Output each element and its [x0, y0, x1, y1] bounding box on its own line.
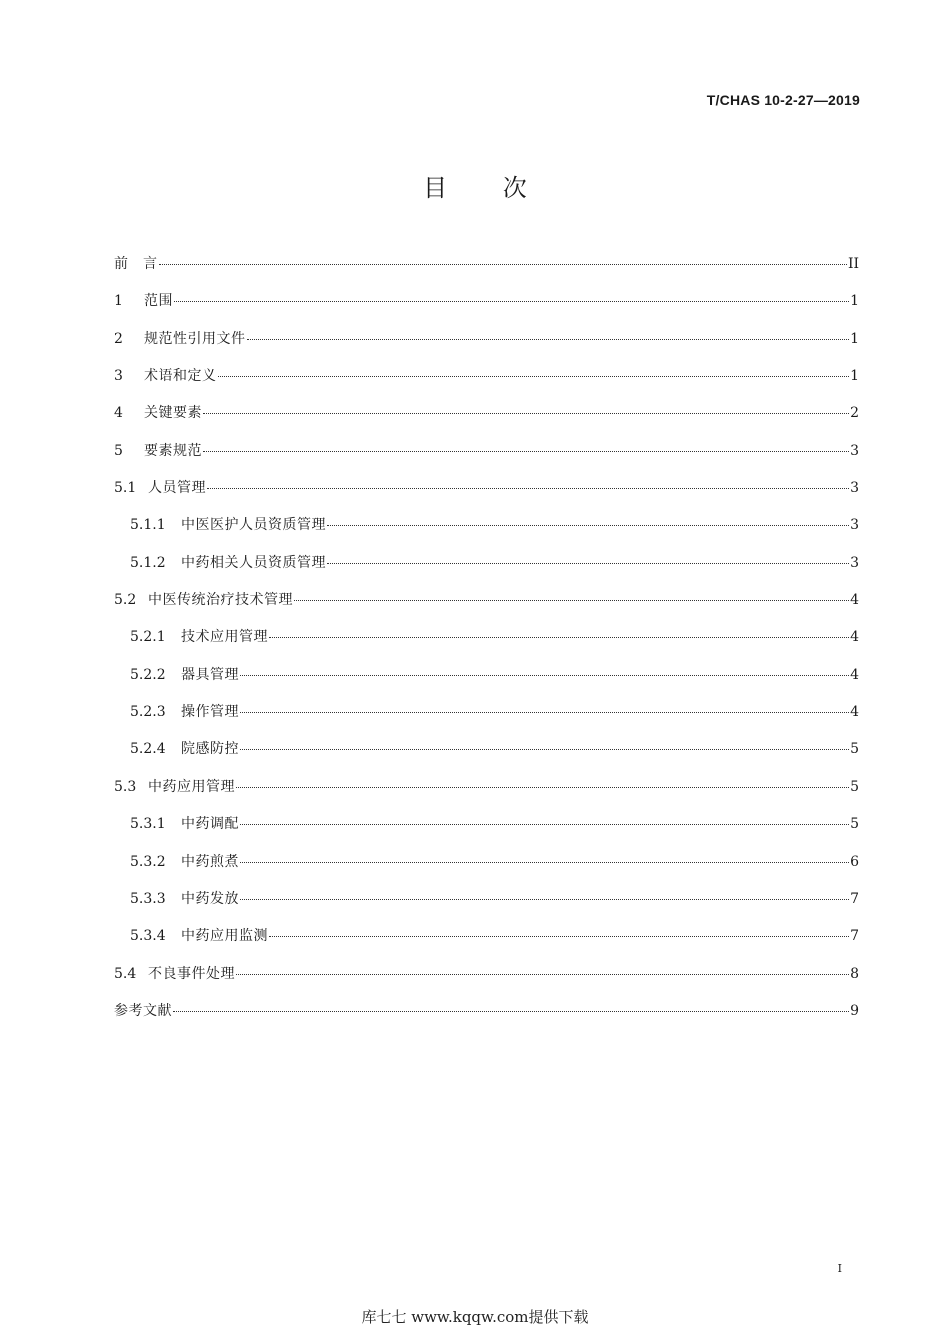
toc-entry-number: 5.3.3	[130, 890, 166, 907]
toc-entry-page: 1	[850, 368, 859, 385]
toc-entry-number: 2	[114, 330, 123, 347]
toc-dot-leader	[240, 675, 849, 676]
toc-dot-leader	[240, 712, 849, 713]
toc-entry-number: 5.2	[114, 592, 137, 609]
toc-entry[interactable]	[114, 813, 859, 850]
toc-dot-leader	[327, 525, 849, 526]
toc-entry-number: 5.2.3	[130, 704, 166, 721]
toc-entry-page: 8	[850, 965, 859, 982]
toc-entry[interactable]	[114, 963, 859, 1000]
toc-dot-leader	[327, 563, 849, 564]
document-code: T/CHAS 10-2-27—2019	[706, 92, 860, 108]
toc-entry-number: 5.1.1	[130, 517, 166, 534]
toc-entry-title: 关键要素	[144, 405, 202, 422]
toc-entry[interactable]	[114, 365, 859, 402]
table-of-contents	[114, 253, 859, 1037]
toc-entry[interactable]	[114, 552, 859, 589]
toc-entry[interactable]	[114, 626, 859, 663]
toc-entry-page: 1	[850, 330, 859, 347]
toc-dot-leader	[236, 787, 849, 788]
toc-entry-number: 5.1	[114, 480, 137, 497]
toc-entry-page: 3	[850, 442, 859, 459]
toc-entry[interactable]	[114, 514, 859, 551]
toc-entry[interactable]	[114, 664, 859, 701]
toc-entry-title: 范围	[144, 293, 173, 310]
toc-entry-number: 5.3.1	[130, 816, 166, 833]
toc-entry-title: 不良事件处理	[148, 965, 235, 982]
toc-entry-number: 4	[114, 405, 123, 422]
toc-entry-page: 5	[850, 778, 859, 795]
toc-dot-leader	[240, 862, 849, 863]
toc-entry-number: 1	[114, 293, 123, 310]
toc-entry[interactable]	[114, 477, 859, 514]
toc-entry[interactable]	[114, 328, 859, 365]
toc-dot-leader	[173, 1011, 849, 1012]
toc-entry[interactable]	[114, 738, 859, 775]
toc-entry-page: 9	[850, 1002, 859, 1019]
page-number: I	[837, 1262, 842, 1275]
toc-entry-title: 中医传统治疗技术管理	[148, 592, 293, 609]
toc-entry-title: 参考文献	[114, 1002, 172, 1019]
toc-entry[interactable]	[114, 290, 859, 327]
toc-entry[interactable]	[114, 776, 859, 813]
toc-dot-leader	[159, 264, 847, 265]
toc-entry-page: 6	[850, 853, 859, 870]
toc-entry-page: 3	[850, 554, 859, 571]
toc-entry-title: 技术应用管理	[181, 629, 268, 646]
toc-entry-title: 规范性引用文件	[144, 330, 246, 347]
toc-dot-leader	[294, 600, 849, 601]
toc-entry-title: 人员管理	[148, 480, 206, 497]
toc-entry[interactable]	[114, 925, 859, 962]
toc-entry-title: 操作管理	[181, 704, 239, 721]
toc-entry-number: 5	[114, 442, 123, 459]
toc-dot-leader	[269, 637, 849, 638]
toc-entry-number: 5.2.1	[130, 629, 166, 646]
toc-dot-leader	[269, 936, 849, 937]
toc-dot-leader	[240, 824, 849, 825]
toc-entry[interactable]	[114, 701, 859, 738]
toc-entry-title: 中药应用管理	[148, 778, 235, 795]
toc-entry-title: 院感防控	[181, 741, 239, 758]
page-title: 目 次	[423, 174, 551, 202]
toc-dot-leader	[174, 301, 849, 302]
toc-dot-leader	[236, 974, 849, 975]
toc-dot-leader	[240, 899, 849, 900]
toc-entry-number: 5.2.4	[130, 741, 166, 758]
toc-entry[interactable]	[114, 851, 859, 888]
toc-entry-number: 5.3.2	[130, 853, 166, 870]
toc-entry-title: 中药煎煮	[181, 853, 239, 870]
toc-entry-title: 要素规范	[144, 442, 202, 459]
toc-entry-page: 4	[850, 592, 859, 609]
toc-entry-number: 3	[114, 368, 123, 385]
toc-entry-title: 中医医护人员资质管理	[181, 517, 326, 534]
toc-entry[interactable]	[114, 440, 859, 477]
toc-entry-page: 5	[850, 816, 859, 833]
toc-dot-leader	[240, 749, 849, 750]
toc-entry-title: 中药应用监测	[181, 928, 268, 945]
toc-entry-number: 5.2.2	[130, 666, 166, 683]
toc-entry-title: 前 言	[114, 256, 158, 272]
toc-dot-leader	[218, 376, 850, 377]
toc-entry-page: 7	[850, 890, 859, 907]
toc-entry-title: 中药调配	[181, 816, 239, 833]
toc-entry-page: 4	[850, 629, 859, 646]
toc-entry[interactable]	[114, 589, 859, 626]
toc-entry-page: 3	[850, 517, 859, 534]
toc-entry-page: 7	[850, 928, 859, 945]
toc-entry-page: 5	[850, 741, 859, 758]
toc-entry-title: 术语和定义	[144, 368, 217, 385]
toc-entry-number: 5.3	[114, 778, 137, 795]
toc-dot-leader	[203, 413, 849, 414]
toc-entry-title: 中药发放	[181, 890, 239, 907]
toc-entry[interactable]	[114, 888, 859, 925]
toc-entry-title: 器具管理	[181, 666, 239, 683]
toc-dot-leader	[247, 339, 850, 340]
toc-entry-number: 5.4	[114, 965, 137, 982]
toc-entry-page: 4	[850, 704, 859, 721]
toc-dot-leader	[207, 488, 849, 489]
toc-dot-leader	[203, 451, 849, 452]
toc-entry-page: II	[847, 256, 859, 272]
footer-credit: 库七七 www.kqqw.com提供下载	[361, 1308, 589, 1326]
toc-entry-page: 2	[850, 405, 859, 422]
toc-entry-number: 5.3.4	[130, 928, 166, 945]
toc-entry-number: 5.1.2	[130, 554, 166, 571]
toc-entry-title: 中药相关人员资质管理	[181, 554, 326, 571]
toc-entry[interactable]	[114, 1000, 859, 1037]
toc-entry-page: 1	[850, 293, 859, 310]
toc-entry[interactable]	[114, 253, 859, 290]
toc-entry-page: 4	[850, 666, 859, 683]
toc-entry-page: 3	[850, 480, 859, 497]
toc-entry[interactable]	[114, 402, 859, 439]
